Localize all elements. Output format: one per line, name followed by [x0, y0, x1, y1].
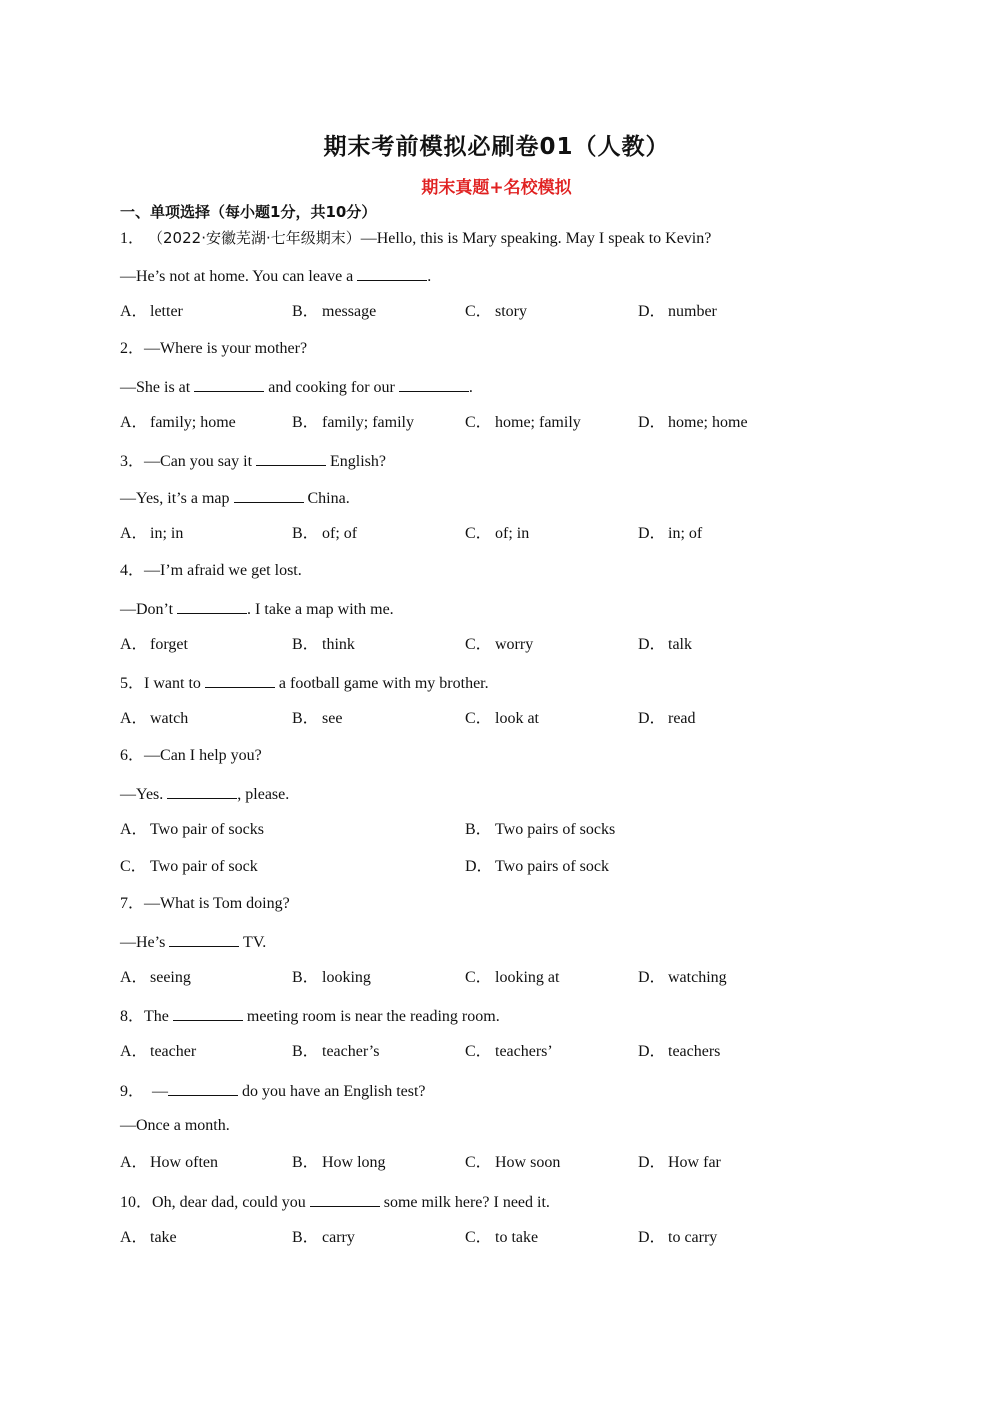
option-b[interactable]: [465, 820, 615, 840]
option-a[interactable]: [120, 1228, 177, 1248]
option-text: watching: [668, 969, 727, 986]
question-text: —Can you say it: [144, 453, 257, 470]
option-d[interactable]: [638, 968, 727, 988]
option-text: take: [150, 1229, 177, 1246]
option-text: teachers: [668, 1043, 721, 1060]
question-number: 4．: [120, 562, 145, 579]
option-b[interactable]: [292, 1153, 386, 1173]
option-c[interactable]: [465, 524, 529, 544]
option-letter: C．: [465, 636, 492, 653]
answer-blank: [167, 783, 237, 799]
question-number: 2．: [120, 340, 145, 357]
page-title: 期末考前模拟必刷卷01（人教）: [323, 134, 670, 160]
question-4: [120, 561, 302, 581]
option-text: think: [322, 636, 355, 653]
question-text: —He’s not at home. You can leave a: [120, 268, 358, 285]
option-text: look at: [495, 710, 539, 727]
question-source: （2022·安徽芜湖·七年级期末）: [148, 229, 361, 247]
question-3: [120, 450, 386, 472]
answer-blank: [169, 931, 239, 947]
option-c[interactable]: [465, 1153, 560, 1173]
question-6: [120, 746, 262, 766]
option-a[interactable]: [120, 1042, 196, 1062]
option-letter: D．: [638, 969, 666, 986]
question-text: —Yes.: [120, 786, 168, 803]
option-text: family; family: [322, 414, 414, 431]
question-number: 6．: [120, 747, 145, 764]
option-letter: C．: [465, 1043, 492, 1060]
option-d[interactable]: [638, 1228, 717, 1248]
option-letter: C．: [465, 414, 492, 431]
answer-blank: [205, 672, 275, 688]
question-3-line-2: [120, 487, 350, 509]
option-text: letter: [150, 303, 183, 320]
question-9-line-2: [120, 1116, 230, 1136]
question-text: —Don’t: [120, 601, 178, 618]
option-text: Two pair of socks: [150, 821, 264, 838]
question-text: —Yes, it’s a map: [120, 490, 234, 507]
option-text: to take: [495, 1229, 539, 1246]
question-text: The: [144, 1008, 173, 1025]
question-text: Oh, dear dad, could you: [152, 1194, 310, 1211]
option-d[interactable]: [638, 1042, 720, 1062]
question-text: China.: [303, 490, 350, 507]
option-b[interactable]: [292, 709, 342, 729]
option-letter: D．: [638, 303, 666, 320]
option-b[interactable]: [292, 1228, 355, 1248]
question-text: meeting room is near the reading room.: [242, 1008, 500, 1025]
option-c[interactable]: [465, 1228, 538, 1248]
question-text: , please.: [237, 786, 290, 803]
question-text: I want to: [144, 675, 205, 692]
option-letter: C．: [465, 710, 492, 727]
option-c[interactable]: [465, 968, 559, 988]
question-number: 5．: [120, 675, 145, 692]
question-number: 8．: [120, 1008, 145, 1025]
option-c[interactable]: [465, 413, 581, 433]
option-letter: A．: [120, 525, 148, 542]
answer-blank: [357, 265, 427, 281]
question-7: [120, 894, 290, 914]
option-text: message: [322, 303, 377, 320]
question-text: some milk here? I need it.: [379, 1194, 550, 1211]
option-letter: D．: [638, 525, 666, 542]
option-text: seeing: [150, 969, 191, 986]
question-2-line-2: [120, 376, 473, 398]
question-number: 7．: [120, 895, 145, 912]
option-letter: C．: [465, 1229, 492, 1246]
option-d[interactable]: [638, 524, 702, 544]
option-d[interactable]: [638, 413, 748, 433]
option-letter: B．: [292, 710, 319, 727]
option-text: of; of: [322, 525, 358, 542]
option-a[interactable]: [120, 635, 188, 655]
question-text: —I’m afraid we get lost.: [144, 562, 302, 579]
option-text: read: [668, 710, 696, 727]
option-letter: D．: [638, 1043, 666, 1060]
option-letter: C．: [465, 1154, 492, 1171]
option-letter: B．: [292, 1154, 319, 1171]
option-d[interactable]: [638, 635, 692, 655]
question-number: 3．: [120, 453, 145, 470]
question-1-line-2: [120, 265, 431, 287]
option-letter: C．: [465, 969, 492, 986]
option-d[interactable]: [638, 709, 696, 729]
option-text: worry: [495, 636, 534, 653]
option-a[interactable]: [120, 524, 183, 544]
option-text: Two pair of sock: [150, 858, 258, 875]
option-letter: B．: [292, 1043, 319, 1060]
option-text: in; of: [668, 525, 703, 542]
option-text: How often: [150, 1154, 218, 1171]
question-text: a football game with my brother.: [274, 675, 489, 692]
question-2: [120, 339, 307, 359]
answer-blank: [177, 598, 247, 614]
option-text: How far: [668, 1154, 721, 1171]
option-text: How soon: [495, 1154, 561, 1171]
option-a[interactable]: [120, 1153, 218, 1173]
option-text: How long: [322, 1154, 386, 1171]
option-letter: D．: [638, 1154, 666, 1171]
question-text: —She is at: [120, 379, 195, 396]
option-text: teacher’s: [322, 1043, 380, 1060]
option-letter: B．: [292, 525, 319, 542]
question-text: .: [468, 379, 473, 396]
option-letter: D．: [465, 858, 493, 875]
option-letter: A．: [120, 821, 148, 838]
option-letter: D．: [638, 414, 666, 431]
option-letter: D．: [638, 1229, 666, 1246]
option-letter: B．: [465, 821, 492, 838]
option-c[interactable]: [120, 857, 258, 877]
question-text: and cooking for our: [264, 379, 399, 396]
option-text: of; in: [495, 525, 530, 542]
question-number: 9．: [120, 1083, 145, 1100]
question-text: —What is Tom doing?: [144, 895, 290, 912]
option-text: looking: [322, 969, 371, 986]
option-c[interactable]: [465, 1042, 553, 1062]
question-text: —He’s: [120, 934, 170, 951]
option-d[interactable]: [638, 302, 717, 322]
option-letter: A．: [120, 969, 148, 986]
option-letter: A．: [120, 1229, 148, 1246]
answer-blank: [168, 1080, 238, 1096]
answer-blank: [234, 487, 304, 503]
answer-blank: [194, 376, 264, 392]
option-text: story: [495, 303, 527, 320]
option-letter: A．: [120, 710, 148, 727]
question-number: 10．: [120, 1194, 153, 1211]
question-text: .: [427, 268, 432, 285]
option-text: teacher: [150, 1043, 197, 1060]
option-text: family; home: [150, 414, 236, 431]
option-text: home; home: [668, 414, 748, 431]
option-b[interactable]: [292, 968, 371, 988]
option-b[interactable]: [292, 413, 414, 433]
question-6-line-2: [120, 783, 289, 805]
option-c[interactable]: [465, 635, 533, 655]
option-letter: B．: [292, 636, 319, 653]
question-8: [120, 1005, 500, 1027]
answer-blank: [256, 450, 326, 466]
question-5: [120, 672, 489, 694]
answer-blank: [399, 376, 469, 392]
option-text: teachers’: [495, 1043, 553, 1060]
option-letter: D．: [638, 710, 666, 727]
page-subtitle: 期末真题+名校模拟: [421, 178, 572, 198]
question-text: —Once a month.: [120, 1117, 230, 1134]
option-text: Two pairs of sock: [495, 858, 609, 875]
question-text: English?: [326, 453, 387, 470]
option-text: Two pairs of socks: [495, 821, 616, 838]
option-letter: A．: [120, 303, 148, 320]
option-letter: A．: [120, 414, 148, 431]
option-text: in; in: [150, 525, 184, 542]
option-letter: C．: [120, 858, 147, 875]
option-text: to carry: [668, 1229, 718, 1246]
option-text: watch: [150, 710, 189, 727]
option-letter: B．: [292, 969, 319, 986]
option-d[interactable]: [638, 1153, 721, 1173]
option-b[interactable]: [292, 524, 357, 544]
question-text: —Hello, this is Mary speaking. May I speak to Kevin?: [360, 230, 712, 247]
option-letter: D．: [638, 636, 666, 653]
option-b[interactable]: [292, 1042, 379, 1062]
section-heading: 一、单项选择（每小题1分，共10分）: [120, 203, 377, 221]
question-10: [120, 1191, 550, 1213]
option-letter: C．: [465, 303, 492, 320]
option-a[interactable]: [120, 302, 183, 322]
question-9: [120, 1080, 426, 1102]
question-text: . I take a map with me.: [247, 601, 394, 618]
option-a[interactable]: [120, 413, 236, 433]
option-b[interactable]: [292, 302, 376, 322]
option-a[interactable]: [120, 968, 191, 988]
option-text: home; family: [495, 414, 581, 431]
option-text: looking at: [495, 969, 560, 986]
option-letter: A．: [120, 1043, 148, 1060]
question-text: —: [152, 1083, 169, 1100]
answer-blank: [310, 1191, 380, 1207]
option-letter: C．: [465, 525, 492, 542]
option-letter: B．: [292, 1229, 319, 1246]
option-a[interactable]: [120, 820, 264, 840]
option-letter: A．: [120, 1154, 148, 1171]
option-c[interactable]: [465, 302, 527, 322]
option-text: forget: [150, 636, 188, 653]
question-1: [120, 228, 711, 249]
option-c[interactable]: [465, 709, 539, 729]
question-number: 1．: [120, 230, 145, 247]
question-text: do you have an English test?: [238, 1083, 426, 1100]
answer-blank: [173, 1005, 243, 1021]
option-letter: B．: [292, 414, 319, 431]
question-text: —Can I help you?: [144, 747, 262, 764]
option-letter: A．: [120, 636, 148, 653]
option-d[interactable]: [465, 857, 609, 877]
option-text: see: [322, 710, 343, 727]
question-text: —Where is your mother?: [144, 340, 308, 357]
option-text: carry: [322, 1229, 355, 1246]
question-7-line-2: [120, 931, 266, 953]
option-a[interactable]: [120, 709, 188, 729]
option-text: talk: [668, 636, 692, 653]
question-text: TV.: [239, 934, 267, 951]
question-4-line-2: [120, 598, 394, 620]
option-b[interactable]: [292, 635, 355, 655]
option-letter: B．: [292, 303, 319, 320]
option-text: number: [668, 303, 717, 320]
